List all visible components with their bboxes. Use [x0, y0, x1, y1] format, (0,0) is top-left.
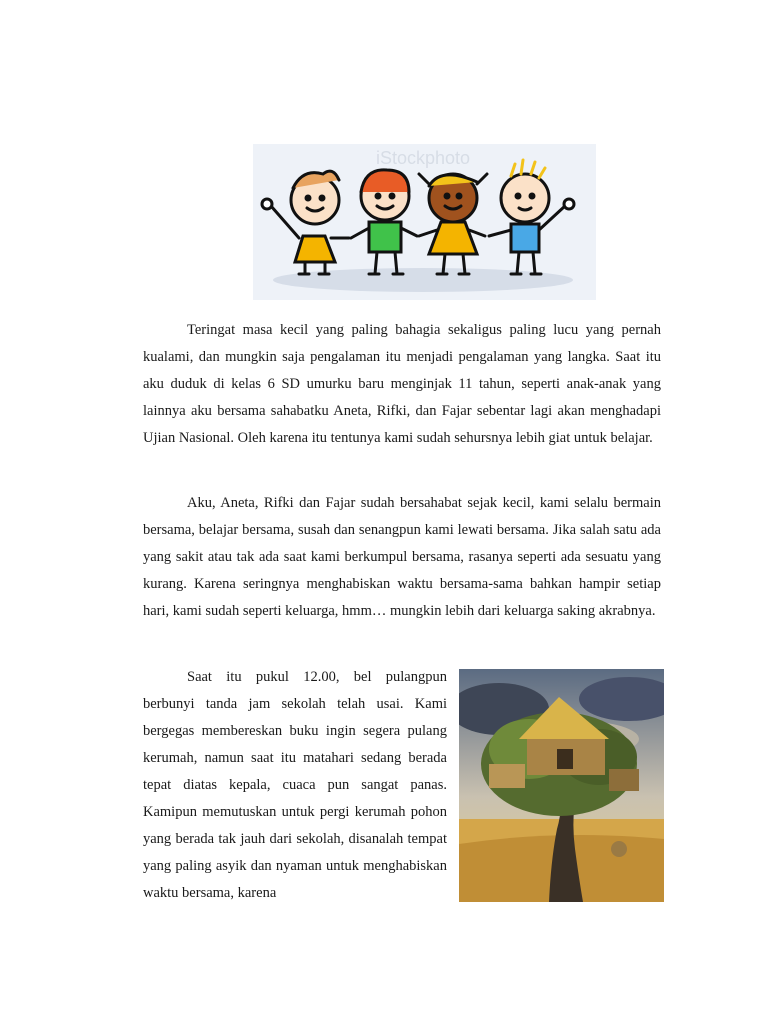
paragraph-text: Teringat masa kecil yang paling bahagia sekaligus paling lucu yang pernah kualami, dan mungkin saja pengalaman itu menjadi pengalaman yang langka. Saat itu aku duduk di kelas 6 SD umurku baru menginjak 11 tahun, seperti anak-anak yang lainnya aku bersama sahabatku Aneta, Rifki, dan Fajar sebentar lagi akan menghadapi Ujian Nasional. Oleh karena itu tentunya kami sudah sehursnya lebih giat untuk belajar.	[143, 322, 661, 446]
watermark-text: iStockphoto	[375, 148, 471, 168]
paragraph-2	[143, 490, 661, 625]
paragraph-text: Aku, Aneta, Rifki dan Fajar sudah bersahabat sejak kecil, kami selalu bermain bersama, belajar bersama, susah dan senangpun kami lewati bersama. Jika salah satu ada yang sakit atau tak ada saat kami berkumpul bersama, rasanya seperti ada sesuatu yang kurang. Karena seringnya menghabiskan waktu bersama-sama bahkan hampir setiap hari, kami sudah seperti keluarga, hmm… mungkin lebih dari keluarga saking akrabnya.	[143, 495, 661, 619]
treehouse-painting	[459, 669, 664, 902]
children-holding-hands-illustration	[253, 144, 596, 300]
paragraph-1	[143, 317, 661, 452]
paragraph-3	[143, 664, 447, 907]
paragraph-text: Saat itu pukul 12.00, bel pulangpun berbunyi tanda jam sekolah telah usai. Kami bergegas membereskan buku ingin segera pulang kerumah, namun saat itu matahari sedang berada tepat diatas kepala, cuaca pun sangat panas. Kamipun memutuskan untuk pergi kerumah pohon yang berada tak jauh dari sekolah, disanalah tempat yang paling asyik dan nyaman untuk menghabiskan waktu bersama, karena	[143, 669, 447, 901]
